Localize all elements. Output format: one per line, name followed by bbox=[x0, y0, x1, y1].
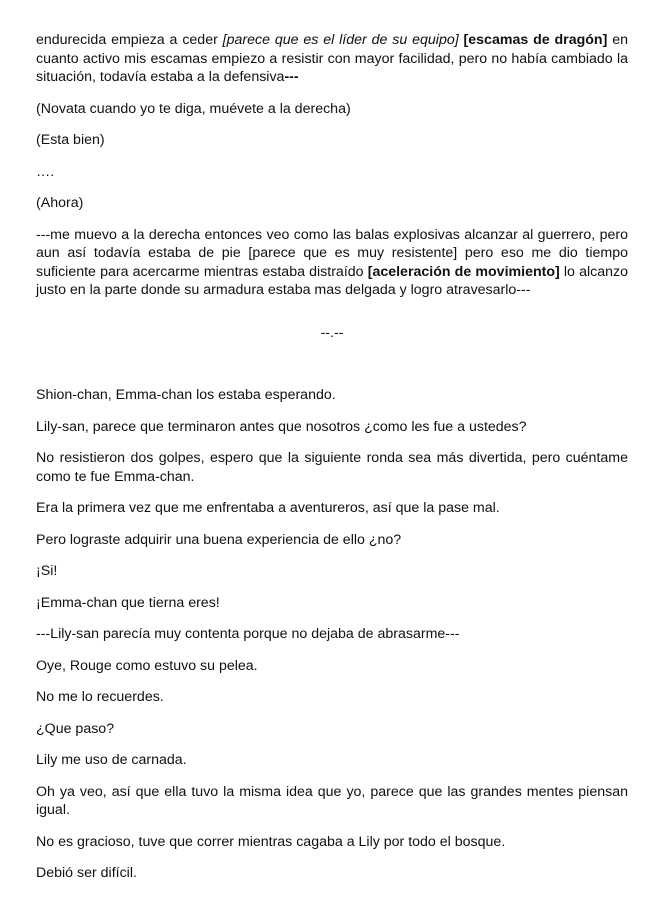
document-page bbox=[36, 31, 628, 896]
dash-marker: --- bbox=[284, 69, 299, 85]
dialogue-line: No es gracioso, tuve que correr mientras cagaba a Lily por todo el bosque. bbox=[36, 833, 506, 850]
dialogue-line: No me lo recuerdes. bbox=[36, 689, 164, 705]
dialogue-line: Era la primera vez que me enfrentaba a aventureros, así que la pase mal. bbox=[36, 500, 500, 516]
dialogue-line: Shion-chan, Emma-chan los estaba esperando. bbox=[36, 387, 336, 403]
dialogue-line: Lily me uso de carnada. bbox=[36, 752, 187, 768]
dialogue-line: Oye, Rouge como estuvo su pelea. bbox=[36, 657, 258, 674]
paragraph-3: (Esta bien) bbox=[36, 132, 105, 148]
section-separator: --.-- bbox=[320, 324, 344, 341]
paragraph-6 bbox=[36, 226, 628, 300]
dialogue-line: Oh ya veo, así que ella tuvo la misma idea que yo, parece que las grandes mentes piensan igual. bbox=[36, 783, 628, 818]
paragraph-4: …. bbox=[36, 163, 55, 180]
skill-name: [escamas de dragón] bbox=[463, 32, 608, 48]
dialogue-line: Pero lograste adquirir una buena experiencia de ello ¿no? bbox=[36, 531, 402, 548]
dialogue-line: ---Lily-san parecía muy contenta porque no dejaba de abrasarme--- bbox=[36, 626, 460, 642]
dialogue-line: Lily-san, parece que terminaron antes que nosotros ¿como les fue a ustedes? bbox=[36, 418, 527, 435]
dialogue-line: Debió ser difícil. bbox=[36, 865, 137, 881]
italic-aside: [parece que es el líder de su equipo] bbox=[222, 32, 459, 48]
paragraph-1 bbox=[36, 31, 628, 87]
text-run: ---me muevo a la derecha entonces veo como las balas explosivas alcanzar al guerrero, pero aun así todavía estaba de pie [parece que es muy resistente] pero eso me dio tiempo suficiente para acercarme mientras estaba distraído bbox=[36, 226, 628, 280]
dialogue-line: ¡Si! bbox=[36, 563, 58, 579]
paragraph-5: (Ahora) bbox=[36, 195, 84, 211]
text-run: en cuanto activo mis escamas empiezo a resistir con mayor facilidad, pero no había cambiado la situación, todavía estaba a la defensiva bbox=[36, 32, 628, 85]
dialogue-line: ¿Que paso? bbox=[36, 720, 115, 737]
dialogue-line: No resistieron dos golpes, espero que la siguiente ronda sea más divertida, pero cuéntame como te fue Emma-chan. bbox=[36, 450, 628, 485]
text-run: lo alcanzo justo en la parte donde su armadura estaba mas delgada y logro atravesarlo--- bbox=[36, 263, 629, 298]
skill-name: [aceleración de movimiento] bbox=[367, 263, 560, 280]
dialogue-line: ¡Emma-chan que tierna eres! bbox=[36, 594, 220, 611]
text-run: endurecida empieza a ceder bbox=[36, 32, 223, 48]
paragraph-2: (Novata cuando yo te diga, muévete a la derecha) bbox=[36, 100, 351, 117]
